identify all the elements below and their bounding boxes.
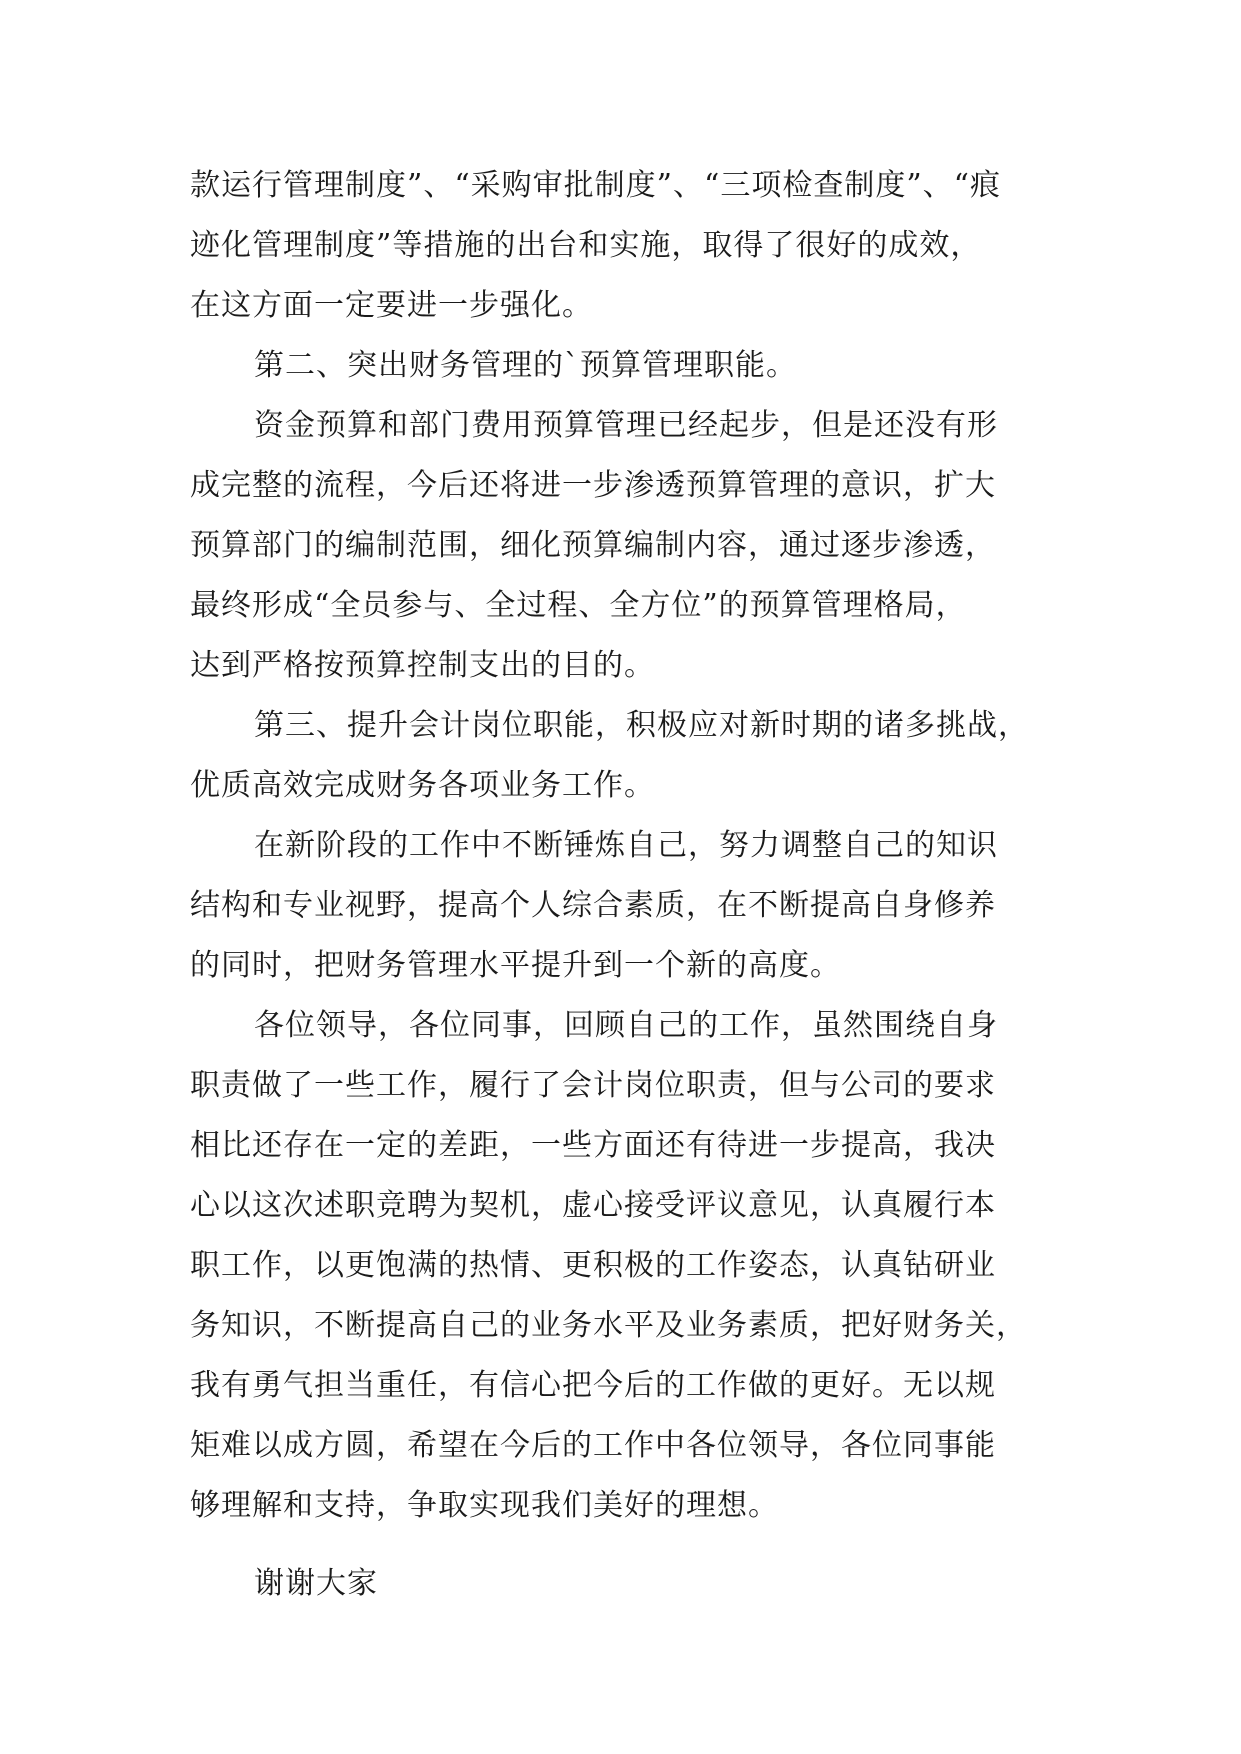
text-line: 达到严格按预算控制支出的目的。	[190, 648, 655, 683]
section-heading-three: 第三、提升会计岗位职能，积极应对新时期的诸多挑战，	[254, 708, 1029, 743]
text-line: 的同时，把财务管理水平提升到一个新的高度。	[190, 948, 841, 983]
text-line: 我有勇气担当重任，有信心把今后的工作做的更好。无以规	[190, 1368, 996, 1403]
text-line: 资金预算和部门费用预算管理已经起步，但是还没有形	[254, 408, 998, 443]
document-body	[190, 156, 1070, 1614]
text-line: 结构和专业视野，提高个人综合素质，在不断提高自身修养	[190, 888, 996, 923]
text-line: 矩难以成方圆，希望在今后的工作中各位领导，各位同事能	[190, 1428, 996, 1463]
text-line: 最终形成“全员参与、全过程、全方位”的预算管理格局，	[190, 588, 967, 623]
text-line: 在新阶段的工作中不断锤炼自己，努力调整自己的知识	[254, 828, 998, 863]
section-heading-two: 第二、突出财务管理的`预算管理职能。	[254, 348, 797, 383]
text-line: 相比还存在一定的差距，一些方面还有待进一步提高，我决	[190, 1128, 996, 1163]
text-line: 优质高效完成财务各项业务工作。	[190, 768, 655, 803]
text-line: 心以这次述职竞聘为契机，虚心接受评议意见，认真履行本	[190, 1188, 996, 1223]
closing-remark: 谢谢大家	[254, 1566, 378, 1601]
text-line: 职责做了一些工作，履行了会计岗位职责，但与公司的要求	[190, 1068, 996, 1103]
text-line: 成完整的流程，今后还将进一步渗透预算管理的意识，扩大	[190, 468, 996, 503]
text-line: 款运行管理制度”、“采购审批制度”、“三项检查制度”、“痕	[190, 168, 1002, 203]
text-line: 在这方面一定要进一步强化。	[190, 288, 593, 323]
text-line: 职工作，以更饱满的热情、更积极的工作姿态，认真钻研业	[190, 1248, 996, 1283]
text-line: 够理解和支持，争取实现我们美好的理想。	[190, 1488, 779, 1523]
text-line: 各位领导，各位同事，回顾自己的工作，虽然围绕自身	[254, 1008, 998, 1043]
text-line: 务知识，不断提高自己的业务水平及业务素质，把好财务关，	[190, 1308, 1027, 1343]
text-line: 迹化管理制度”等措施的出台和实施，取得了很好的成效，	[190, 228, 982, 263]
text-line: 预算部门的编制范围，细化预算编制内容，通过逐步渗透，	[190, 528, 996, 563]
